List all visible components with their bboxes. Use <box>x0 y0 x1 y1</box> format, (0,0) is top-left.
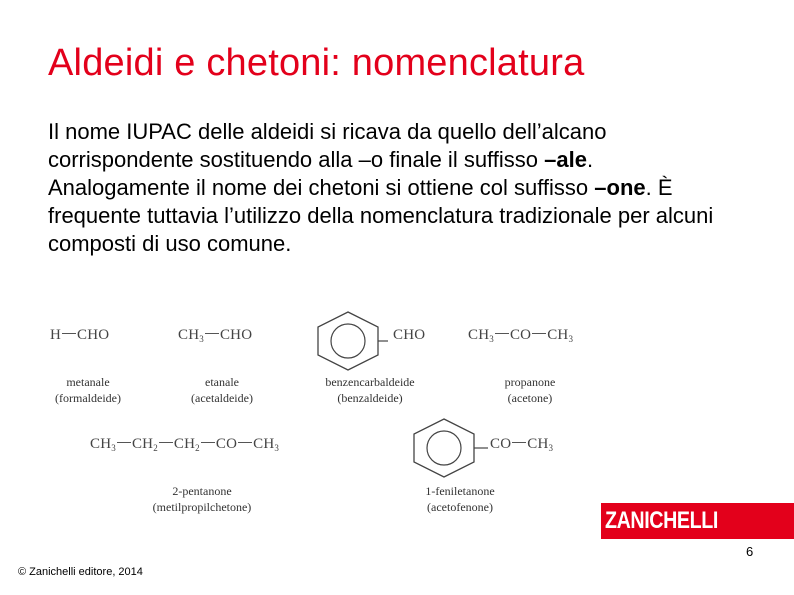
formula-etanale: $CH_3$ CHO <box>178 327 253 344</box>
benzene-ring-acetophenone <box>404 416 488 478</box>
page-number: 6 <box>746 544 754 559</box>
body-text-part-2: . Analogamente il nome dei chetoni si ottiene col suffisso <box>48 147 595 200</box>
slide-title: Aldeidi e chetoni: nomenclatura <box>48 42 585 84</box>
compound-2-pentanone: 2-pentanone (metilpropilchetone) <box>152 484 252 514</box>
body-text-part-3: . È frequente tuttavia l’utilizzo della nomenclatura tradizionale per alcuni composti di uso comune. <box>48 175 714 256</box>
formula-2-pentanone: $CH_3$ $CH_2$ $CH_2$ CO $CH_3$ <box>90 436 280 453</box>
formula-propanone: $CH_3$ CO $CH_3$ <box>468 327 574 344</box>
suffix-one: –one <box>594 175 646 200</box>
suffix-ale: –ale <box>544 147 587 172</box>
zanichelli-logo: ZANICHELLI <box>601 503 794 539</box>
formula-benzaldeide: CHO <box>393 327 426 343</box>
compound-propanone: propanone (acetone) <box>504 375 556 405</box>
body-text-part-1: Il nome IUPAC delle aldeidi si ricava da quello dell’alcano corrispondente sostituendo alla –o finale il suffisso <box>48 119 607 172</box>
formula-metanale: H CHO <box>50 327 110 343</box>
compound-1-feniletanone: 1-feniletanone (acetofenone) <box>425 484 495 514</box>
copyright-text: © Zanichelli editore, 2014 <box>18 566 143 578</box>
compound-etanale: etanale (acetaldeide) <box>191 375 253 405</box>
slide-body-text <box>48 118 738 258</box>
compound-metanale: metanale (formaldeide) <box>55 375 121 405</box>
benzene-ring-benzaldehyde <box>308 309 388 371</box>
compound-benzencarbaldeide: benzencarbaldeide (benzaldeide) <box>325 375 415 405</box>
formula-acetofenone: CO $CH_3$ <box>490 436 554 453</box>
